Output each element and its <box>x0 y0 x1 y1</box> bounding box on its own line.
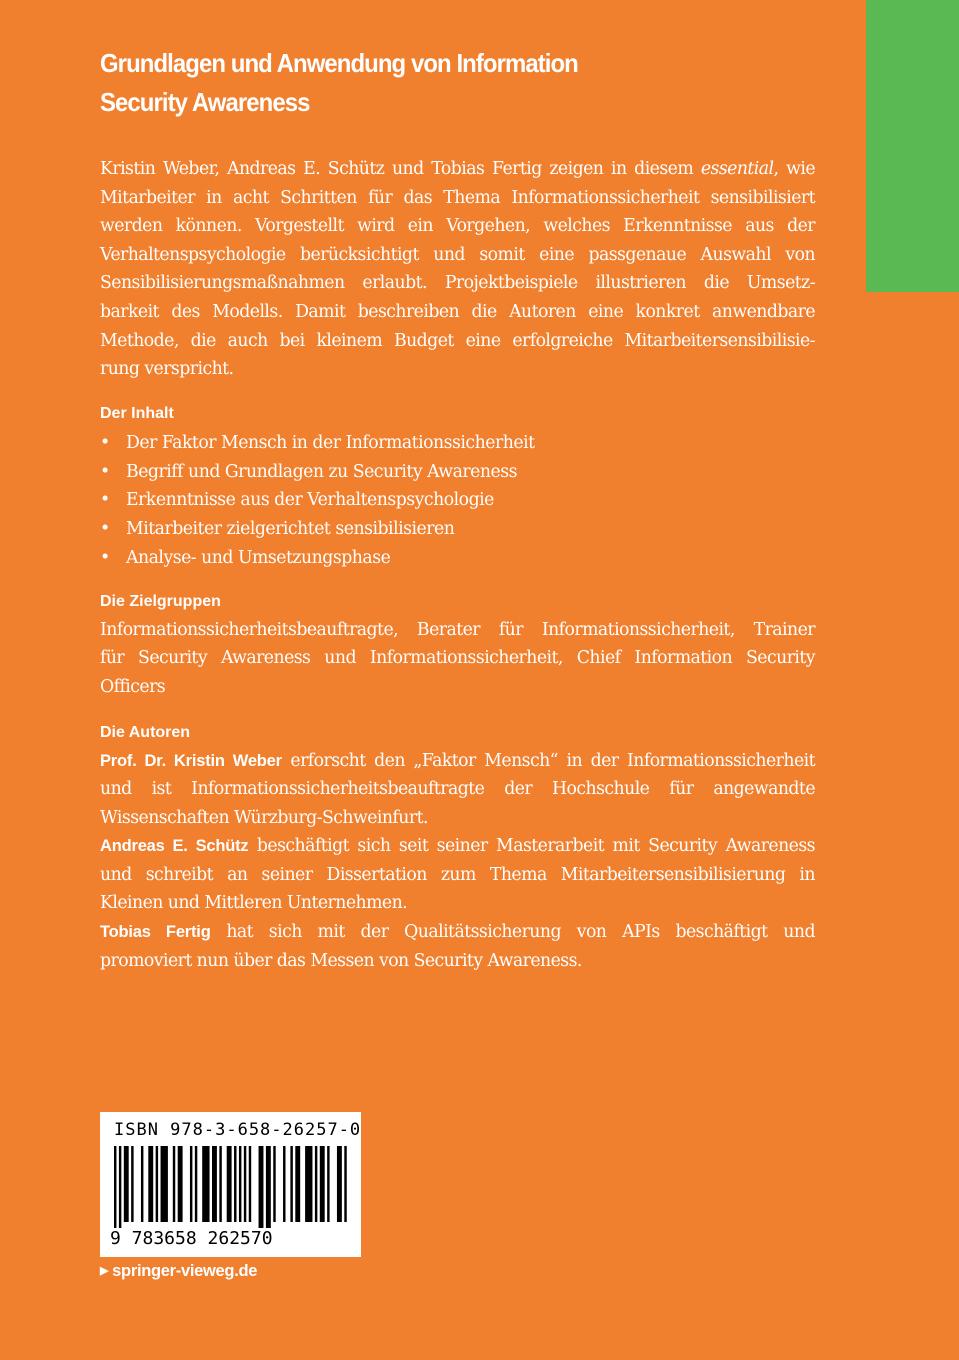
barcode-bar <box>295 1146 300 1222</box>
bullet-icon: • <box>100 490 110 511</box>
barcode-digits: 9 783658 262570 <box>110 1228 273 1249</box>
zielgruppen-line: für Security Awareness und Informationssicherheit, Chief Information Security <box>100 648 815 669</box>
barcode-bar <box>234 1146 236 1222</box>
barcode-bar <box>227 1146 232 1222</box>
author-line: Wissenschaften Würzburg-Schweinfurt. <box>100 807 428 828</box>
isbn-barcode <box>100 1112 361 1257</box>
inhalt-list <box>100 429 815 573</box>
book-title <box>100 44 758 122</box>
barcode-bar <box>119 1146 121 1228</box>
list-item: • Begriff und Grundlagen zu Security Awareness <box>100 458 815 487</box>
barcode-bar <box>337 1146 342 1222</box>
author-line: Andreas E. Schütz beschäftigt sich seit seiner Masterarbeit mit Security Awareness <box>100 836 816 857</box>
author-name: Tobias Fertig <box>100 923 211 942</box>
author-line: und ist Informationssicherheitsbeauftragte der Hochschule für angewandte <box>100 779 815 800</box>
barcode-bar <box>141 1146 143 1222</box>
intro-line: barkeit des Modells. Damit beschreiben die Autoren eine konkret anwendbare <box>100 301 815 322</box>
barcode-bar <box>212 1146 217 1222</box>
list-item: • Erkenntnisse aus der Verhaltenspsychologie <box>100 486 815 515</box>
autoren-heading: Die Autoren <box>100 723 191 741</box>
barcode-bar <box>249 1146 251 1222</box>
barcode-bar <box>290 1146 292 1222</box>
barcode-bar <box>161 1146 168 1222</box>
intro-line: Kristin Weber, Andreas E. Schütz und Tobias Fertig zeigen in diesem essential, wie <box>100 159 815 179</box>
essential-emphasis: essential <box>700 159 774 179</box>
list-item: • Analyse- und Umsetzungsphase <box>100 544 815 573</box>
zielgruppen-heading: Die Zielgruppen <box>100 592 221 610</box>
intro-line: rung verspricht. <box>100 359 234 380</box>
author-line: Prof. Dr. Kristin Weber erforscht den „Faktor Mensch“ in der Informationssicherheit <box>100 750 815 771</box>
barcode-bar <box>320 1146 325 1222</box>
title-line-1: Grundlagen und Anwendung von Information <box>100 48 578 78</box>
bullet-icon: • <box>100 461 110 482</box>
publisher-link-text[interactable]: springer-vieweg.de <box>112 1262 258 1280</box>
author-name: Andreas E. Schütz <box>100 837 249 856</box>
inhalt-heading: Der Inhalt <box>100 404 174 422</box>
barcode-bar <box>259 1146 264 1228</box>
intro-line: Verhaltenspsychologie berücksichtigt und somit eine passgenaue Auswahl von <box>100 244 815 265</box>
barcode-icon <box>110 1146 351 1228</box>
barcode-bar <box>114 1146 116 1228</box>
barcode-bar <box>305 1146 312 1222</box>
barcode-bar <box>195 1146 197 1222</box>
intro-paragraph <box>100 155 815 384</box>
barcode-bar <box>273 1146 275 1222</box>
zielgruppen-line: Informationssicherheitsbeauftragte, Berater für Informationssicherheit, Trainer <box>100 619 815 640</box>
intro-line: Mitarbeiter in acht Schritten für das Thema Informationssicherheit sensibilisiert <box>100 187 815 208</box>
intro-line: werden können. Vorgestellt wird ein Vorgehen, welches Erkenntnisse aus der <box>100 216 815 237</box>
author-line: Tobias Fertig hat sich mit der Qualitätssicherung von APIs beschäftigt und <box>100 922 815 943</box>
autoren-paragraph <box>100 747 815 976</box>
zielgruppen-paragraph <box>100 616 815 702</box>
barcode-bar <box>244 1146 246 1222</box>
barcode-bar <box>173 1146 175 1222</box>
title-line-2: Security Awareness <box>100 87 310 117</box>
arrow-right-icon: ▶ <box>100 1265 109 1277</box>
barcode-bar <box>327 1146 329 1222</box>
author-name: Prof. Dr. Kristin Weber <box>100 751 282 770</box>
barcode-bar <box>266 1146 271 1228</box>
barcode-bar <box>344 1146 346 1222</box>
barcode-bar <box>202 1146 209 1222</box>
author-line: Kleinen und Mittleren Unternehmen. <box>100 893 408 914</box>
back-cover-text <box>100 44 815 975</box>
list-item: • Der Faktor Mensch in der Informationssicherheit <box>100 429 815 458</box>
isbn-label: ISBN 978-3-658-26257-0 <box>114 1120 362 1140</box>
intro-line: Methode, die auch bei kleinem Budget eine erfolgreiche Mitarbeitersensibilisie- <box>100 330 815 351</box>
bullet-icon: • <box>100 547 110 568</box>
publisher-link[interactable] <box>100 1262 257 1281</box>
bullet-icon: • <box>100 432 110 453</box>
barcode-bar <box>219 1146 221 1222</box>
intro-line: Sensibilisierungsmaßnahmen erlaubt. Projektbeispiele illustrieren die Umsetz- <box>100 273 815 294</box>
author-line: promoviert nun über das Messen von Security Awareness. <box>100 950 582 971</box>
author-line: und schreibt an seiner Dissertation zum Thema Mitarbeitersensibilisierung in <box>100 864 815 885</box>
barcode-bar <box>239 1146 241 1222</box>
barcode-bar <box>148 1146 153 1222</box>
barcode-bar <box>178 1146 183 1222</box>
green-accent-tab <box>866 0 959 292</box>
barcode-bar <box>283 1146 285 1222</box>
barcode-bar <box>315 1146 317 1222</box>
barcode-bar <box>131 1146 133 1222</box>
barcode-bar <box>124 1146 129 1222</box>
barcode-bar <box>156 1146 158 1222</box>
list-item: • Mitarbeiter zielgerichtet sensibilisieren <box>100 515 815 544</box>
barcode-bar <box>190 1146 192 1222</box>
bullet-icon: • <box>100 519 110 540</box>
zielgruppen-line: Officers <box>100 676 166 697</box>
